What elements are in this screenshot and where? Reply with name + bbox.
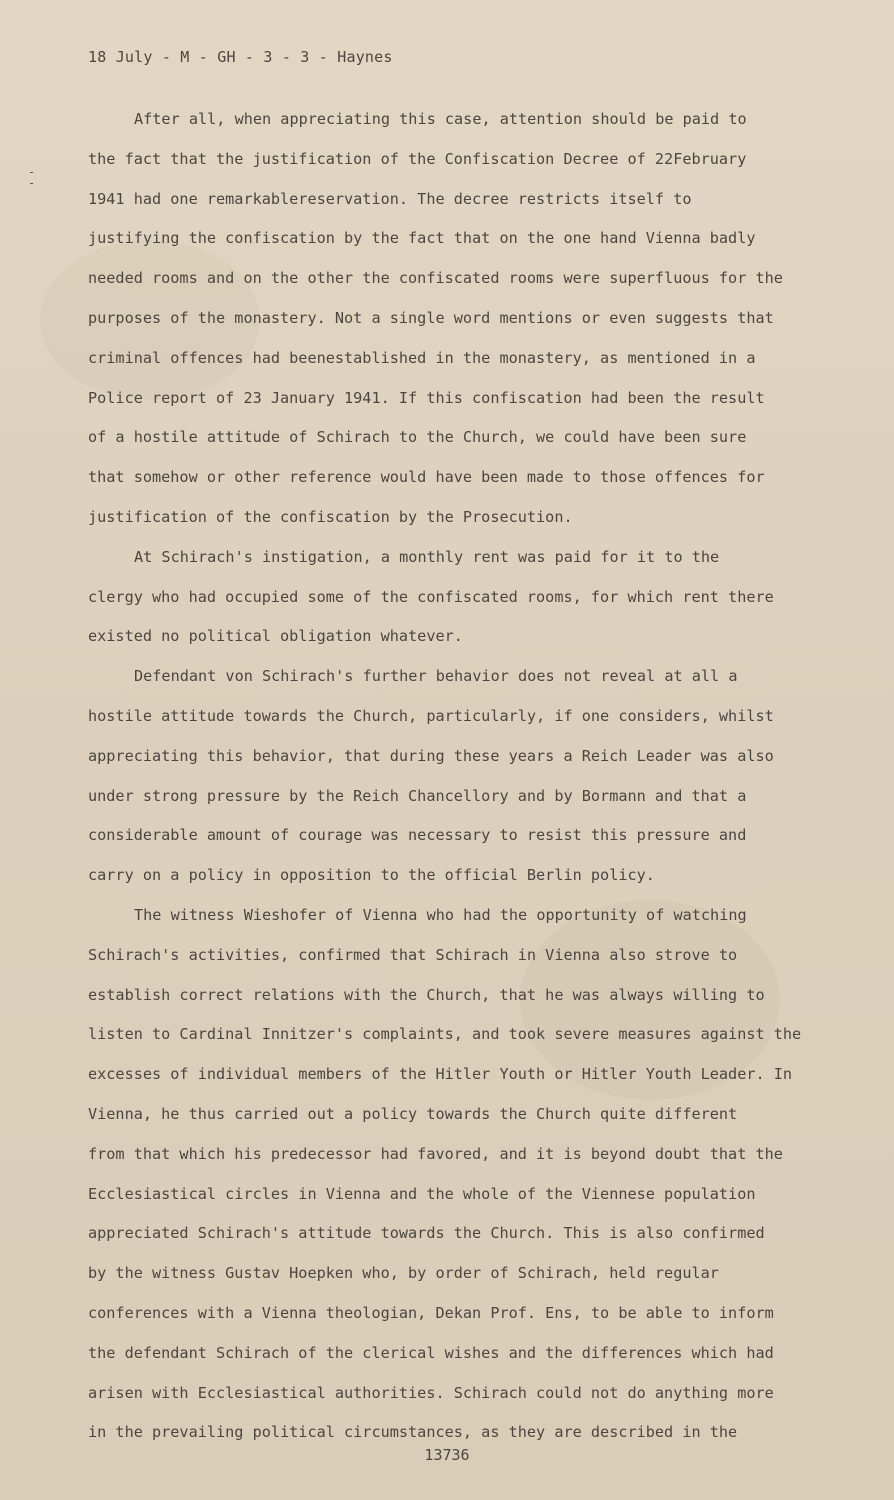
text-line: of a hostile attitude of Schirach to the Church, we could have been sure xyxy=(88,428,747,447)
text-line: justifying the confiscation by the fact that on the one hand Vienna badly xyxy=(88,229,756,248)
page-number: 13736 xyxy=(424,1446,470,1464)
margin-mark xyxy=(30,172,33,173)
text-line: The witness Wieshofer of Vienna who had the opportunity of watching xyxy=(134,905,747,924)
text-line: After all, when appreciating this case, attention should be paid to xyxy=(134,110,747,128)
text-line: At Schirach's instigation, a monthly rent was paid for it to the xyxy=(134,547,720,566)
text-line: carry on a policy in opposition to the official Berlin policy. xyxy=(88,866,655,885)
text-line: arisen with Ecclesiastical authorities. Schirach could not do anything more xyxy=(88,1383,774,1402)
text-line: Police report of 23 January 1941. If this confiscation had been the result xyxy=(88,388,765,407)
text-line: clergy who had occupied some of the confiscated rooms, for which rent there xyxy=(88,587,774,606)
text-line: needed rooms and on the other the confiscated rooms were superfluous for the xyxy=(88,269,783,288)
text-line: criminal offences had beenestablished in the monastery, as mentioned in a xyxy=(88,348,756,367)
text-line: the defendant Schirach of the clerical wishes and the differences which had xyxy=(88,1343,774,1362)
text-line: by the witness Gustav Hoepken who, by order of Schirach, held regular xyxy=(88,1264,719,1283)
text-line: listen to Cardinal Innitzer's complaints, and took severe measures against the xyxy=(88,1025,802,1044)
document-body xyxy=(88,100,848,1453)
text-line: from that which his predecessor had favored, and it is beyond doubt that the xyxy=(88,1144,783,1163)
text-line: purposes of the monastery. Not a single word mentions or even suggests that xyxy=(88,308,774,327)
text-line: appreciating this behavior, that during these years a Reich Leader was also xyxy=(88,746,774,765)
text-line: the fact that the justification of the Confiscation Decree of 22February xyxy=(88,149,747,168)
text-line: Vienna, he thus carried out a policy towards the Church quite different xyxy=(88,1104,738,1123)
margin-mark xyxy=(30,183,33,184)
text-line: Ecclesiastical circles in Vienna and the whole of the Viennese population xyxy=(88,1184,756,1203)
text-line: existed no political obligation whatever. xyxy=(88,627,463,646)
page-header: 18 July - M - GH - 3 - 3 - Haynes xyxy=(88,48,393,66)
text-line: appreciated Schirach's attitude towards the Church. This is also confirmed xyxy=(88,1224,765,1243)
text-line: under strong pressure by the Reich Chancellory and by Bormann and that a xyxy=(88,786,747,805)
text-line: hostile attitude towards the Church, particularly, if one considers, whilst xyxy=(88,706,774,725)
text-line: excesses of individual members of the Hitler Youth or Hitler Youth Leader. In xyxy=(88,1065,793,1084)
text-line: Defendant von Schirach's further behavior does not reveal at all a xyxy=(134,667,738,686)
text-line: in the prevailing political circumstances, as they are described in the xyxy=(88,1423,738,1442)
text-line: that somehow or other reference would have been made to those offences for xyxy=(88,468,765,487)
text-line: justification of the confiscation by the Prosecution. xyxy=(88,507,573,526)
text-line: conferences with a Vienna theologian, Dekan Prof. Ens, to be able to inform xyxy=(88,1303,774,1322)
text-line: 1941 had one remarkablereservation. The decree restricts itself to xyxy=(88,189,692,208)
text-line: considerable amount of courage was necessary to resist this pressure and xyxy=(88,826,747,845)
text-line: establish correct relations with the Church, that he was always willing to xyxy=(88,985,765,1004)
text-line: Schirach's activities, confirmed that Schirach in Vienna also strove to xyxy=(88,945,738,964)
